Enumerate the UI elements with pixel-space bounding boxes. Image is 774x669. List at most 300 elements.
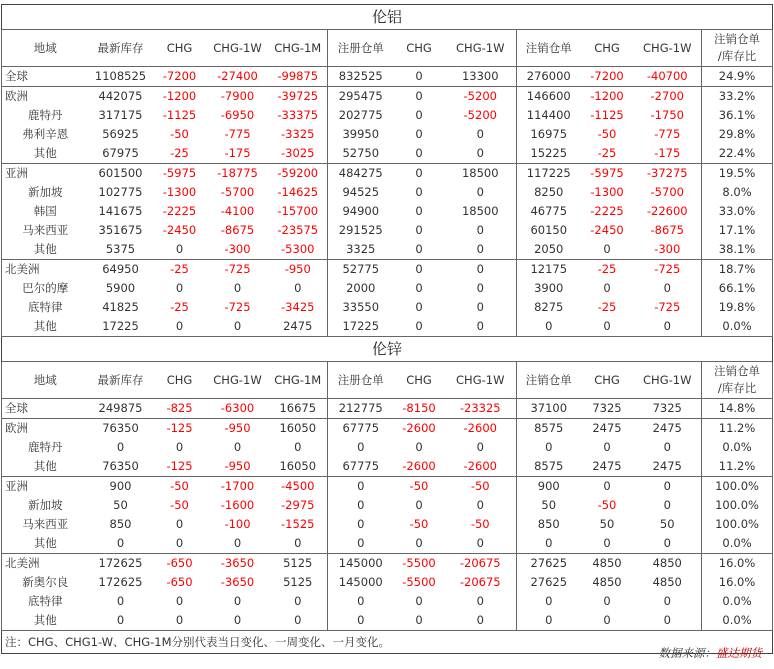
value-cell: 0 bbox=[476, 498, 484, 512]
value-cell: 52750 bbox=[328, 144, 394, 164]
table-title-row bbox=[2, 337, 773, 362]
location-cell: 其他 bbox=[2, 611, 89, 631]
value-cell: 0 bbox=[415, 594, 423, 608]
value-cell: -3425 bbox=[281, 300, 315, 314]
column-header: CHG-1W bbox=[445, 30, 517, 67]
value-cell: 16975 bbox=[517, 125, 581, 144]
value-cell: 4850 bbox=[652, 556, 682, 570]
value-cell: 0 bbox=[603, 281, 611, 295]
value-cell: 0 bbox=[233, 281, 242, 295]
table-row bbox=[2, 554, 773, 574]
location-cell: 其他 bbox=[2, 240, 89, 260]
value-cell: 0 bbox=[415, 204, 423, 218]
value-cell: 11.2% bbox=[702, 457, 773, 477]
column-header: CHG bbox=[581, 30, 634, 67]
value-cell: 146600 bbox=[517, 87, 581, 107]
value-cell: 317175 bbox=[98, 108, 143, 122]
value-cell: 0 bbox=[415, 89, 423, 103]
value-cell: 0 bbox=[153, 317, 207, 337]
column-header: 最新库存 bbox=[89, 30, 153, 67]
value-cell: 0 bbox=[207, 534, 269, 554]
value-cell: 0 bbox=[415, 223, 423, 237]
table-row bbox=[2, 399, 773, 419]
column-header: CHG bbox=[153, 362, 207, 399]
value-cell: -25 bbox=[581, 144, 634, 164]
location-cell: 巴尔的摩 bbox=[2, 279, 89, 298]
value-cell: 0 bbox=[415, 440, 423, 454]
value-cell: -1700 bbox=[220, 479, 255, 493]
location-cell: 新加坡 bbox=[2, 496, 89, 515]
value-cell: 0 bbox=[89, 611, 153, 631]
value-cell: 172625 bbox=[98, 575, 143, 589]
value-cell: 2000 bbox=[328, 279, 394, 298]
value-cell: -50 bbox=[170, 127, 189, 141]
value-cell: 212775 bbox=[328, 399, 394, 419]
value-cell: -175 bbox=[634, 144, 702, 164]
value-cell: 4850 bbox=[652, 575, 682, 589]
value-cell: -2450 bbox=[590, 223, 624, 237]
value-cell: 0 bbox=[663, 594, 671, 608]
value-cell: 5125 bbox=[283, 556, 313, 570]
value-cell: 850 bbox=[109, 517, 132, 531]
value-cell: 0 bbox=[269, 534, 328, 554]
value-cell: -950 bbox=[224, 421, 251, 435]
note-row bbox=[2, 631, 773, 654]
value-cell: 46775 bbox=[517, 202, 581, 221]
value-cell: -125 bbox=[153, 457, 207, 477]
value-cell: 0 bbox=[663, 498, 671, 512]
table-row bbox=[2, 125, 773, 144]
value-cell: -725 bbox=[654, 262, 681, 276]
value-cell: 0 bbox=[581, 240, 634, 260]
value-cell: 18.7% bbox=[702, 260, 773, 280]
table-row bbox=[2, 106, 773, 125]
value-cell: -5700 bbox=[650, 185, 684, 199]
column-header: CHG-1W bbox=[634, 362, 702, 399]
inventory-table bbox=[1, 4, 773, 654]
value-cell: 0 bbox=[445, 611, 517, 631]
value-cell: 50 bbox=[599, 517, 615, 531]
value-cell: 484275 bbox=[328, 164, 394, 184]
table-row bbox=[2, 611, 773, 631]
value-cell: 0.0% bbox=[702, 438, 773, 457]
value-cell: 0.0% bbox=[702, 534, 773, 554]
table-row bbox=[2, 221, 773, 240]
value-cell: 29.8% bbox=[702, 125, 773, 144]
footnote: 注：CHG、CHG1-W、CHG-1M分别代表当日变化、一周变化、一月变化。 bbox=[2, 631, 773, 654]
value-cell: -775 bbox=[224, 127, 251, 141]
value-cell: 8575 bbox=[517, 457, 581, 477]
value-cell: -725 bbox=[224, 262, 251, 276]
value-cell: -50 bbox=[597, 127, 617, 141]
value-cell: 0 bbox=[581, 534, 634, 554]
value-cell: 0 bbox=[328, 496, 394, 515]
value-cell: 0 bbox=[517, 611, 581, 631]
value-cell: -300 bbox=[207, 240, 269, 260]
value-cell: 67775 bbox=[328, 419, 394, 439]
value-cell: -725 bbox=[224, 300, 251, 314]
value-cell: 0 bbox=[233, 440, 242, 454]
value-cell: 0 bbox=[394, 144, 445, 164]
value-cell: 601500 bbox=[98, 166, 143, 180]
column-header: 地域 bbox=[2, 362, 89, 399]
value-cell: 67975 bbox=[89, 144, 153, 164]
value-cell: 249875 bbox=[89, 399, 153, 419]
value-cell: -22600 bbox=[646, 204, 688, 218]
value-cell: 19.8% bbox=[702, 298, 773, 317]
value-cell: -25 bbox=[170, 300, 189, 314]
value-cell: 4850 bbox=[592, 575, 622, 589]
value-cell: 16.0% bbox=[702, 573, 773, 592]
value-cell: 0 bbox=[634, 611, 702, 631]
value-cell: 0 bbox=[328, 477, 394, 497]
value-cell: -4100 bbox=[220, 204, 255, 218]
value-cell: -3025 bbox=[269, 144, 328, 164]
value-cell: -20675 bbox=[459, 575, 501, 589]
value-cell: 0 bbox=[294, 440, 302, 454]
column-header: 注销仓单 bbox=[517, 30, 581, 67]
location-cell: 马来西亚 bbox=[2, 221, 89, 240]
value-cell: 2475 bbox=[592, 421, 622, 435]
value-cell: 15225 bbox=[517, 144, 581, 164]
value-cell: 0 bbox=[207, 317, 269, 337]
value-cell: -25 bbox=[153, 144, 207, 164]
column-header: 最新库存 bbox=[89, 362, 153, 399]
value-cell: 0 bbox=[603, 479, 611, 493]
value-cell: 0 bbox=[328, 438, 394, 457]
value-cell: 94900 bbox=[328, 202, 394, 221]
value-cell: 0 bbox=[415, 281, 423, 295]
value-cell: 0 bbox=[153, 240, 207, 260]
value-cell: 56925 bbox=[102, 127, 139, 141]
value-cell: 27625 bbox=[517, 573, 581, 592]
region-cell: 欧洲 bbox=[2, 419, 89, 439]
value-cell: 100.0% bbox=[702, 496, 773, 515]
value-cell: 0 bbox=[175, 440, 184, 454]
value-cell: -5300 bbox=[269, 240, 328, 260]
value-cell: 60150 bbox=[517, 221, 581, 240]
table-row bbox=[2, 438, 773, 457]
value-cell: -50 bbox=[597, 498, 617, 512]
value-cell: 351675 bbox=[98, 223, 143, 237]
value-cell: 2050 bbox=[517, 240, 581, 260]
value-cell: -50 bbox=[170, 479, 189, 493]
value-cell: -33375 bbox=[277, 108, 319, 122]
value-cell: 16675 bbox=[269, 399, 328, 419]
value-cell: 0 bbox=[445, 317, 517, 337]
value-cell: 0 bbox=[116, 594, 125, 608]
value-cell: 0.0% bbox=[702, 611, 773, 631]
column-header: 注销仓单 /库存比 bbox=[702, 30, 773, 67]
value-cell: 17.1% bbox=[702, 221, 773, 240]
value-cell: -8675 bbox=[220, 223, 255, 237]
value-cell: 0 bbox=[175, 281, 184, 295]
value-cell: 33.2% bbox=[702, 87, 773, 107]
value-cell: 17225 bbox=[328, 317, 394, 337]
value-cell: 0 bbox=[581, 611, 634, 631]
value-cell: -23575 bbox=[277, 223, 319, 237]
region-cell: 亚洲 bbox=[2, 164, 89, 184]
table-row bbox=[2, 260, 773, 280]
value-cell: 0 bbox=[517, 438, 581, 457]
value-cell: 16.0% bbox=[702, 554, 773, 574]
value-cell: 18500 bbox=[461, 204, 499, 218]
value-cell: -4500 bbox=[281, 479, 315, 493]
location-cell: 鹿特丹 bbox=[2, 438, 89, 457]
location-cell: 鹿特丹 bbox=[2, 106, 89, 125]
column-header: CHG-1M bbox=[269, 362, 328, 399]
value-cell: 37100 bbox=[517, 399, 581, 419]
location-cell: 其他 bbox=[2, 457, 89, 477]
value-cell: 76350 bbox=[89, 457, 153, 477]
value-cell: 14.8% bbox=[702, 399, 773, 419]
column-header: CHG bbox=[581, 362, 634, 399]
value-cell: -3650 bbox=[220, 556, 255, 570]
value-cell: 0 bbox=[415, 108, 423, 122]
value-cell: -25 bbox=[597, 262, 617, 276]
value-cell: -2225 bbox=[162, 204, 197, 218]
table-row bbox=[2, 240, 773, 260]
value-cell: 832525 bbox=[328, 67, 394, 87]
value-cell: 0 bbox=[294, 594, 302, 608]
value-cell: 276000 bbox=[517, 67, 581, 87]
column-header: CHG bbox=[394, 362, 445, 399]
value-cell: -8675 bbox=[650, 223, 684, 237]
value-cell: -5500 bbox=[402, 575, 436, 589]
column-header: CHG-1M bbox=[269, 30, 328, 67]
value-cell: 0 bbox=[233, 594, 242, 608]
value-cell: -5500 bbox=[402, 556, 436, 570]
value-cell: 4850 bbox=[592, 556, 622, 570]
location-cell: 底特律 bbox=[2, 298, 89, 317]
value-cell: 19.5% bbox=[702, 164, 773, 184]
value-cell: 0 bbox=[328, 611, 394, 631]
data-source bbox=[659, 645, 763, 661]
value-cell: 0 bbox=[328, 592, 394, 611]
value-cell: 0 bbox=[153, 534, 207, 554]
value-cell: 66.1% bbox=[702, 279, 773, 298]
value-cell: -14625 bbox=[277, 185, 319, 199]
value-cell: 0 bbox=[634, 317, 702, 337]
value-cell: 64950 bbox=[102, 262, 139, 276]
table-row bbox=[2, 419, 773, 439]
value-cell: 94525 bbox=[328, 183, 394, 202]
value-cell: -5200 bbox=[463, 108, 497, 122]
value-cell: 8.0% bbox=[702, 183, 773, 202]
value-cell: 0 bbox=[89, 534, 153, 554]
value-cell: -59200 bbox=[277, 166, 319, 180]
table-title-row bbox=[2, 5, 773, 30]
table-row bbox=[2, 457, 773, 477]
value-cell: 0 bbox=[415, 166, 423, 180]
value-cell: -3325 bbox=[281, 127, 315, 141]
value-cell: 0 bbox=[603, 440, 611, 454]
table-row bbox=[2, 202, 773, 221]
value-cell: 0 bbox=[663, 440, 671, 454]
value-cell: 0 bbox=[394, 611, 445, 631]
column-header: 地域 bbox=[2, 30, 89, 67]
value-cell: 100.0% bbox=[702, 477, 773, 497]
value-cell: 900 bbox=[109, 479, 132, 493]
value-cell: -2600 bbox=[394, 457, 445, 477]
value-cell: 0 bbox=[175, 594, 184, 608]
column-header: 注册仓单 bbox=[328, 362, 394, 399]
value-cell: 5375 bbox=[89, 240, 153, 260]
table-row bbox=[2, 496, 773, 515]
column-header: CHG bbox=[394, 30, 445, 67]
value-cell: -950 bbox=[284, 262, 311, 276]
column-header: 注销仓单 /库存比 bbox=[702, 362, 773, 399]
value-cell: 291525 bbox=[328, 221, 394, 240]
value-cell: 33.0% bbox=[702, 202, 773, 221]
value-cell: 2475 bbox=[581, 457, 634, 477]
value-cell: -775 bbox=[654, 127, 681, 141]
value-cell: -2600 bbox=[445, 457, 517, 477]
value-cell: 850 bbox=[517, 515, 581, 534]
region-cell: 亚洲 bbox=[2, 477, 89, 497]
value-cell: 0 bbox=[116, 440, 125, 454]
column-header: CHG-1W bbox=[207, 30, 269, 67]
value-cell: -650 bbox=[166, 575, 193, 589]
value-cell: 0 bbox=[328, 534, 394, 554]
value-cell: -650 bbox=[166, 556, 193, 570]
value-cell: 0 bbox=[517, 534, 581, 554]
value-cell: 0 bbox=[476, 440, 484, 454]
region-cell: 北美洲 bbox=[2, 260, 89, 280]
table-row bbox=[2, 534, 773, 554]
value-cell: -15700 bbox=[277, 204, 319, 218]
value-cell: 16050 bbox=[269, 457, 328, 477]
value-cell: 0.0% bbox=[702, 592, 773, 611]
value-cell: -125 bbox=[166, 421, 193, 435]
table-title: 伦铝 bbox=[2, 5, 773, 30]
value-cell: 0 bbox=[415, 185, 423, 199]
value-cell: 0 bbox=[328, 515, 394, 534]
value-cell: 0 bbox=[415, 498, 423, 512]
value-cell: 38.1% bbox=[702, 240, 773, 260]
source-label: 数据来源： bbox=[658, 646, 716, 660]
table-row bbox=[2, 317, 773, 337]
value-cell: 0 bbox=[476, 300, 484, 314]
value-cell: -27400 bbox=[207, 67, 269, 87]
value-cell: 100.0% bbox=[702, 515, 773, 534]
table-row bbox=[2, 298, 773, 317]
value-cell: -25 bbox=[597, 300, 617, 314]
value-cell: 0 bbox=[476, 223, 484, 237]
value-cell: -1525 bbox=[281, 517, 315, 531]
value-cell: 0 bbox=[663, 281, 671, 295]
value-cell: 295475 bbox=[328, 87, 394, 107]
value-cell: -25 bbox=[170, 262, 189, 276]
value-cell: 2475 bbox=[652, 421, 682, 435]
value-cell: 0 bbox=[294, 281, 302, 295]
value-cell: 0 bbox=[175, 517, 184, 531]
column-header: CHG bbox=[153, 30, 207, 67]
value-cell: 0 bbox=[415, 300, 423, 314]
value-cell: -1300 bbox=[162, 185, 197, 199]
value-cell: -2975 bbox=[281, 498, 315, 512]
value-cell: 0 bbox=[445, 240, 517, 260]
value-cell: 114400 bbox=[517, 106, 581, 125]
value-cell: -6300 bbox=[207, 399, 269, 419]
table-row bbox=[2, 573, 773, 592]
value-cell: 0 bbox=[581, 317, 634, 337]
value-cell: -18775 bbox=[217, 166, 258, 180]
value-cell: 0 bbox=[394, 67, 445, 87]
lme-inventory-report bbox=[1, 4, 772, 660]
value-cell: 22.4% bbox=[702, 144, 773, 164]
region-cell: 欧洲 bbox=[2, 87, 89, 107]
value-cell: -950 bbox=[207, 457, 269, 477]
value-cell: 13300 bbox=[445, 67, 517, 87]
value-cell: 0 bbox=[663, 479, 671, 493]
column-header: 注销仓单 bbox=[517, 362, 581, 399]
value-cell: -725 bbox=[654, 300, 681, 314]
value-cell: 7325 bbox=[634, 399, 702, 419]
value-cell: 7325 bbox=[581, 399, 634, 419]
value-cell: -1200 bbox=[162, 89, 197, 103]
value-cell: -8150 bbox=[394, 399, 445, 419]
value-cell: -1300 bbox=[590, 185, 624, 199]
value-cell: -1600 bbox=[220, 498, 255, 512]
value-cell: 0 bbox=[445, 144, 517, 164]
location-cell: 韩国 bbox=[2, 202, 89, 221]
table-row bbox=[2, 67, 773, 87]
region-cell: 全球 bbox=[2, 399, 89, 419]
value-cell: 2475 bbox=[634, 457, 702, 477]
value-cell: 50 bbox=[659, 517, 675, 531]
column-header-row bbox=[2, 362, 773, 399]
table-row bbox=[2, 164, 773, 184]
value-cell: -50 bbox=[409, 479, 429, 493]
value-cell: -20675 bbox=[459, 556, 501, 570]
value-cell: 0 bbox=[394, 534, 445, 554]
value-cell: -37275 bbox=[646, 166, 688, 180]
value-cell: -2225 bbox=[590, 204, 624, 218]
value-cell: 11.2% bbox=[702, 419, 773, 439]
value-cell: -175 bbox=[207, 144, 269, 164]
value-cell: 2475 bbox=[269, 317, 328, 337]
table-row bbox=[2, 183, 773, 202]
value-cell: 5900 bbox=[105, 281, 136, 295]
value-cell: -825 bbox=[153, 399, 207, 419]
value-cell: -2700 bbox=[650, 89, 684, 103]
value-cell: -50 bbox=[409, 517, 429, 531]
value-cell: 141675 bbox=[98, 204, 143, 218]
value-cell: 17225 bbox=[89, 317, 153, 337]
column-header: CHG-1W bbox=[445, 362, 517, 399]
value-cell: 145000 bbox=[328, 573, 394, 592]
value-cell: 16050 bbox=[279, 421, 317, 435]
value-cell: -5975 bbox=[590, 166, 624, 180]
value-cell: 24.9% bbox=[702, 67, 773, 87]
value-cell: 33550 bbox=[328, 298, 394, 317]
value-cell: -2600 bbox=[463, 421, 497, 435]
value-cell: 67775 bbox=[328, 457, 394, 477]
value-cell: -40700 bbox=[634, 67, 702, 87]
value-cell: 0 bbox=[476, 127, 484, 141]
value-cell: -50 bbox=[470, 517, 490, 531]
value-cell: 172625 bbox=[98, 556, 143, 570]
location-cell: 新加坡 bbox=[2, 183, 89, 202]
value-cell: 145000 bbox=[328, 554, 394, 574]
value-cell: -50 bbox=[170, 498, 189, 512]
value-cell: -2600 bbox=[402, 421, 436, 435]
value-cell: 0 bbox=[603, 594, 611, 608]
region-cell: 全球 bbox=[2, 67, 89, 87]
value-cell: -1750 bbox=[650, 108, 684, 122]
value-cell: -1125 bbox=[162, 108, 197, 122]
